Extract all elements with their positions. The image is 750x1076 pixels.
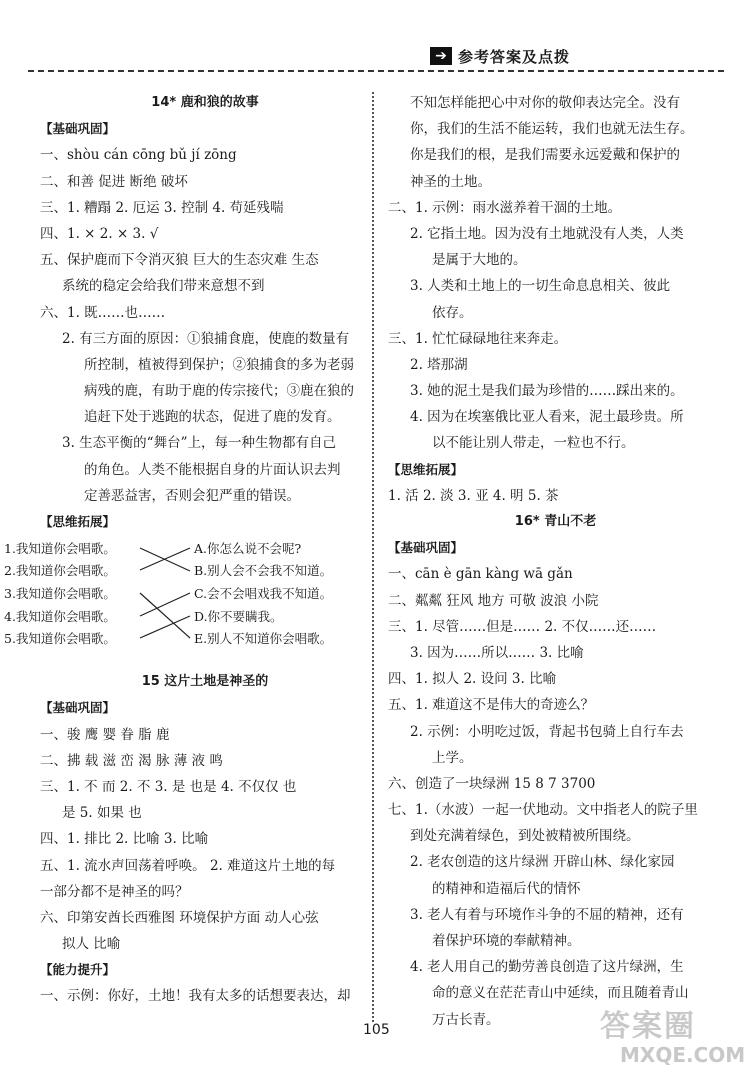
lesson14-title: 14* 鹿和狼的故事 [151, 95, 259, 110]
answer-line: 3. 她的泥土是我们最为珍惜的……踩出来的。 [410, 383, 684, 400]
answer-line: 三、1. 忙忙碌碌地往来奔走。 [388, 330, 568, 347]
header-rule [28, 70, 724, 72]
matching-exercise [4, 537, 370, 667]
answer-line: 四、1. × 2. × 3. √ [40, 225, 159, 242]
match-right-b: B.别人会不会我不知道。 [194, 563, 333, 579]
column-divider [372, 92, 374, 1022]
answer-line: 二、拂 载 滋 峦 渴 脉 薄 液 鸣 [40, 752, 223, 769]
watermark-line2: MXQE.COM [620, 1043, 746, 1067]
answer-line: 二、和善 促进 断绝 破坏 [40, 173, 188, 190]
answer-line: 3. 因为……所以…… 3. 比喻 [410, 644, 584, 661]
match-line-3 [140, 593, 190, 638]
watermark-logo [600, 1010, 745, 1066]
section-heading: 【基础巩固】 [388, 540, 464, 556]
answer-line: 所控制，植被得到保护；②狼捕食的多为老弱 [84, 356, 354, 373]
answer-line: 追赶下处于逃跑的状态，促进了鹿的发育。 [84, 409, 341, 426]
match-line-4 [140, 593, 190, 616]
match-right-c: C.会不会唱戏我不知道。 [194, 586, 333, 602]
answer-line: 一部分都不是神圣的吗？ [40, 883, 189, 900]
answer-line: 2. 示例：小明吃过饭，背起书包骑上自行车去 [410, 723, 684, 740]
header-title: 参考答案及点拨 [458, 47, 571, 66]
answer-line: 四、1. 拟人 2. 设问 3. 比喻 [388, 671, 557, 688]
answer-line: 2. 老农创造的这片绿洲 开辟山林、绿化家园 [410, 854, 675, 871]
answer-line: 神圣的土地。 [410, 173, 491, 190]
section-heading: 【能力提升】 [40, 962, 116, 978]
answer-line: 一、骏 鹰 婴 眷 脂 鹿 [40, 726, 170, 743]
answer-line: 3. 人类和土地上的一切生命息息相关、彼此 [410, 278, 671, 295]
answer-line: 以不能让别人带走，一粒也不行。 [432, 435, 635, 452]
answer-line: 是 5. 如果 也 [62, 805, 142, 822]
answer-line: 一、shòu cán cōng bǔ jí zōng [40, 147, 237, 164]
lesson15-title: 15 这片土地是神圣的 [141, 674, 269, 690]
answer-line: 五、1. 难道这不是伟大的奇迹么？ [388, 697, 595, 714]
match-line-5 [140, 616, 190, 638]
section-heading: 【基础巩固】 [40, 121, 116, 137]
answer-line: 五、保护鹿而下令消灭狼 巨大的生态灾难 生态 [40, 252, 319, 269]
answer-line: 命的意义在茫茫青山中延续，而且随着青山 [432, 985, 689, 1002]
answer-line: 一、cān è gān kàng wā gǎn [388, 566, 573, 583]
answer-line: 2. 有三方面的原因：①狼捕食鹿，使鹿的数量有 [62, 330, 350, 347]
answer-line: 拟人 比喻 [62, 936, 121, 953]
page-header [430, 44, 570, 68]
lesson16-title: 16* 青山不老 [514, 514, 597, 529]
answer-line: 4. 老人用自己的勤劳善良创造了这片绿洲，生 [410, 959, 684, 976]
page-number: 105 [363, 1022, 390, 1038]
match-left-3: 3.我知道你会唱歌。 [4, 586, 116, 602]
answer-line: 三、1. 尽管……但是…… 2. 不仅……还…… [388, 618, 657, 635]
answer-line: 是属于大地的。 [432, 252, 527, 269]
answer-line: 定善恶益害，否则会犯严重的错误。 [84, 487, 300, 504]
answer-line: 不知怎样能把心中对你的敬仰表达完全。没有 [410, 95, 680, 111]
answer-line: 的角色。人类不能根据自身的片面认识去判 [84, 461, 341, 478]
answer-line: 六、创造了一块绿洲 15 8 7 3700 [388, 775, 596, 792]
answer-line: 3. 生态平衡的“舞台”上，每一种生物都有自己 [62, 435, 336, 452]
answer-line: 病残的鹿，有助于鹿的传宗接代；③鹿在狼的 [84, 383, 354, 400]
answer-line: 二、1. 示例：雨水滋养着干涸的土地。 [388, 199, 622, 216]
answer-line: 2. 塔那湖 [410, 356, 468, 373]
match-right-e: E.别人不知道你会唱歌。 [194, 631, 333, 647]
answer-line: 七、1.（水波）一起一伏地动。文中指老人的院子里 [388, 802, 698, 819]
match-right-d: D.你不要瞒我。 [194, 609, 283, 625]
match-left-4: 4.我知道你会唱歌。 [4, 609, 116, 625]
match-right-a: A.你怎么说不会呢? [194, 541, 302, 557]
answer-line: 上学。 [432, 749, 473, 766]
watermark-line1: 答案圈 [600, 1009, 696, 1044]
answer-line: 万古长青。 [432, 1011, 500, 1028]
answer-line: 依存。 [432, 304, 473, 321]
match-left-5: 5.我知道你会唱歌。 [4, 631, 116, 647]
arrow-right-icon: ➔ [430, 47, 452, 65]
match-left-1: 1.我知道你会唱歌。 [4, 541, 116, 557]
section-heading: 【思维拓展】 [40, 514, 116, 529]
answer-line: 3. 老人有着与环境作斗争的不屈的精神，还有 [410, 906, 684, 923]
section-heading: 【思维拓展】 [388, 461, 464, 477]
answer-line: 2. 它指土地。因为没有土地就没有人类，人类 [410, 225, 684, 242]
answer-line: 着保护环境的奉献精神。 [432, 933, 581, 949]
answer-line: 六、印第安酋长西雅图 环境保护方面 动人心弦 [40, 909, 319, 926]
answer-line: 二、粼粼 狂风 地方 可敬 波浪 小院 [388, 592, 599, 609]
answer-line: 4. 因为在埃塞俄比亚人看来，泥土最珍贵。所 [410, 409, 684, 426]
answer-line: 五、1. 流水声回荡着呼唤。 2. 难道这片土地的每 [40, 857, 336, 874]
answer-line: 你是我们的根，是我们需要永远爱戴和保护的 [410, 147, 680, 164]
answer-line: 一、示例：你好，土地！我有太多的话想要表达，却 [40, 988, 351, 1005]
answer-line: 系统的稳定会给我们带来意想不到 [62, 278, 265, 295]
match-left-2: 2.我知道你会唱歌。 [4, 563, 116, 579]
answer-line: 1. 活 2. 淡 3. 亚 4. 明 5. 茶 [388, 487, 559, 504]
answer-line: 四、1. 排比 2. 比喻 3. 比喻 [40, 831, 209, 848]
answer-line: 的精神和造福后代的情怀 [432, 880, 581, 897]
answer-line: 六、1. 既……也…… [40, 304, 166, 321]
answer-line: 三、1. 不 而 2. 不 3. 是 也是 4. 不仅仅 也 [40, 778, 297, 795]
left-column [4, 90, 370, 1010]
section-heading: 【基础巩固】 [40, 700, 116, 716]
right-column [388, 90, 723, 1033]
answer-line: 到处充满着绿色，到处被精被所围绕。 [410, 828, 640, 845]
answer-line: 你，我们的生活不能运转，我们也就无法生存。 [410, 121, 694, 138]
answer-line: 三、1. 糟蹋 2. 厄运 3. 控制 4. 苟延残喘 [40, 199, 284, 216]
